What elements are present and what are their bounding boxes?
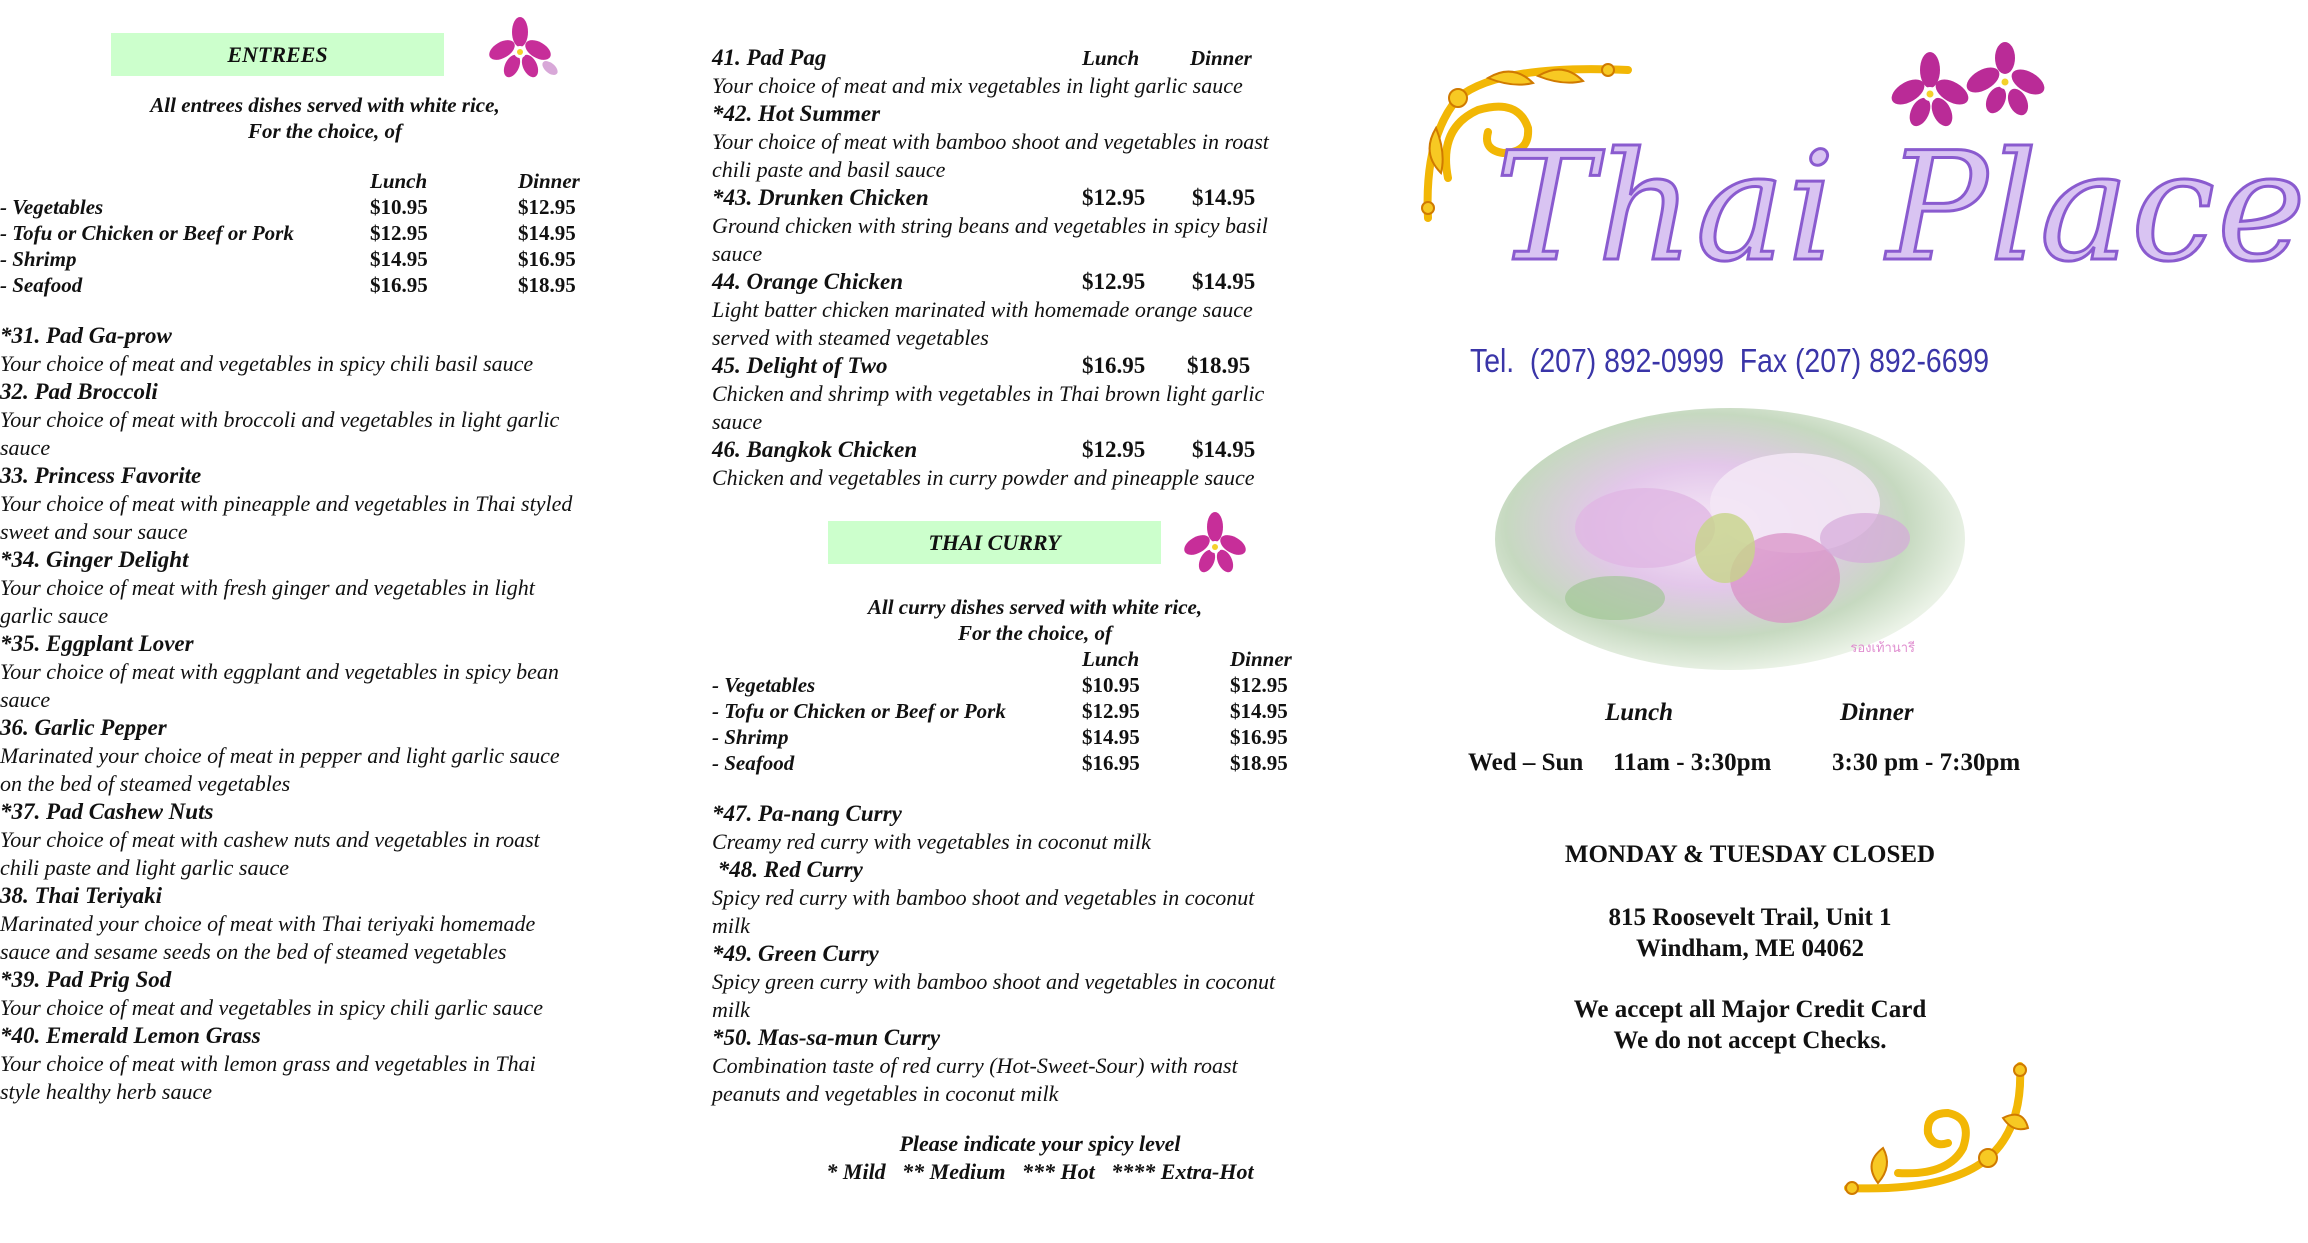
menu-item: 38. Thai Teriyaki Marinated your choice of meat with Thai teriyaki homemade sauce and sesame seeds on the bed of steamed vegetables xyxy=(0,883,536,964)
curry-intro: All curry dishes served with white rice, For the choice, of xyxy=(867,595,1203,645)
price-row: - Shrimp $14.95 $16.95 xyxy=(712,725,1288,749)
menu-item: 33. Princess Favorite Your choice of meat with pineapple and vegetables in Thai styled sweet and sour sauce xyxy=(0,463,573,544)
menu-item: 41. Pad Pag Lunch Dinner Your choice of meat and mix vegetables in light garlic sauce xyxy=(712,45,1252,98)
menu-item: 45. Delight of Two $16.95 $18.95 Chicken and shrimp with vegetables in Thai brown light garlic sauce xyxy=(712,353,1265,434)
curry-list xyxy=(712,800,1372,1108)
price-header-row: Lunch Dinner xyxy=(1082,647,1292,671)
menu-item: *50. Mas-sa-mun Curry Combination taste of red curry (Hot-Sweet-Sour) with roast peanuts and vegetables in coconut milk xyxy=(712,1025,1238,1106)
orchid-photo xyxy=(1495,408,1965,670)
price-row: - Tofu or Chicken or Beef or Pork $12.95 $14.95 xyxy=(712,699,1288,723)
entrees-intro: All entrees dishes served with white rice, For the choice, of xyxy=(150,93,500,143)
entrees-price-table xyxy=(0,168,620,298)
menu-item: *42. Hot Summer Your choice of meat with bamboo shoot and vegetables in roast chili paste and basil sauce xyxy=(712,101,1269,182)
menu-item: *31. Pad Ga-prow Your choice of meat and vegetables in spicy chili basil sauce xyxy=(0,323,534,376)
menu-item: *39. Pad Prig Sod Your choice of meat and vegetables in spicy chili garlic sauce xyxy=(0,967,543,1020)
menu-item: *40. Emerald Lemon Grass Your choice of meat with lemon grass and vegetables in Thai style healthy herb sauce xyxy=(0,1023,536,1104)
menu-item: 32. Pad Broccoli Your choice of meat with broccoli and vegetables in light garlic sauce xyxy=(0,379,560,460)
price-row: - Shrimp $14.95 $16.95 xyxy=(0,247,576,271)
gold-ornament-icon xyxy=(1838,1058,2033,1198)
menu-item: *48. Red Curry Spicy red curry with bamboo shoot and vegetables in coconut milk xyxy=(712,857,1255,938)
middle-list xyxy=(712,44,1372,492)
menu-item: *47. Pa-nang Curry Creamy red curry with vegetables in coconut milk xyxy=(712,801,1151,854)
price-row: - Tofu or Chicken or Beef or Pork $12.95 $14.95 xyxy=(0,221,576,245)
menu-item: *37. Pad Cashew Nuts Your choice of meat with cashew nuts and vegetables in roast chili paste and light garlic sauce xyxy=(0,799,540,880)
menu-item: *34. Ginger Delight Your choice of meat with fresh ginger and vegetables in light garlic sauce xyxy=(0,547,535,628)
photo-caption: รองเท้านารี xyxy=(1850,641,1915,656)
payment-notice: We accept all Major Credit Card We do not accept Checks. xyxy=(1573,996,1927,1054)
menu-item: 36. Garlic Pepper Marinated your choice of meat in pepper and light garlic sauce on the bed of steamed vegetables xyxy=(0,715,560,796)
brand-title: Thai Place xyxy=(1495,121,2308,295)
menu-item: *43. Drunken Chicken $12.95 $14.95 Ground chicken with string beans and vegetables in spicy basil sauce xyxy=(712,185,1268,266)
col-lunch: Lunch xyxy=(370,169,428,193)
entrees-header: ENTREES xyxy=(111,33,444,76)
menu-item: *49. Green Curry Spicy green curry with bamboo shoot and vegetables in coconut milk xyxy=(712,941,1276,1022)
menu-item: 46. Bangkok Chicken $12.95 $14.95 Chicken and vegetables in curry powder and pineapple sauce xyxy=(712,437,1256,490)
orchid-icon xyxy=(1495,408,1965,670)
price-row: - Vegetables $10.95 $12.95 xyxy=(712,673,1288,697)
price-row: - Seafood $16.95 $18.95 xyxy=(0,273,576,297)
spicy-note: Please indicate your spicy level * Mild ** Medium *** Hot **** Extra-Hot xyxy=(826,1131,1254,1184)
price-row: - Vegetables $10.95 $12.95 xyxy=(0,195,576,219)
menu-item: 44. Orange Chicken $12.95 $14.95 Light batter chicken marinated with homemade orange sauce served with steamed vegetables xyxy=(712,269,1256,350)
price-row: - Seafood $16.95 $18.95 xyxy=(712,751,1288,775)
orchid-icon xyxy=(480,10,565,85)
curry-price-table xyxy=(712,646,1332,776)
address: 815 Roosevelt Trail, Unit 1 Windham, ME 04062 xyxy=(1608,904,1892,962)
menu-item: *35. Eggplant Lover Your choice of meat with eggplant and vegetables in spicy bean sauce xyxy=(0,631,559,712)
col-dinner: Dinner xyxy=(518,169,580,193)
phone-fax: Tel. (207) 892-0999 Fax (207) 892-6699 xyxy=(1470,342,1990,379)
thai-curry-header: THAI CURRY xyxy=(828,521,1161,564)
closed-notice: MONDAY & TUESDAY CLOSED xyxy=(1564,841,1936,868)
entrees-list xyxy=(0,322,680,1106)
price-header-row xyxy=(0,168,620,194)
orchid-icon xyxy=(1175,505,1260,580)
